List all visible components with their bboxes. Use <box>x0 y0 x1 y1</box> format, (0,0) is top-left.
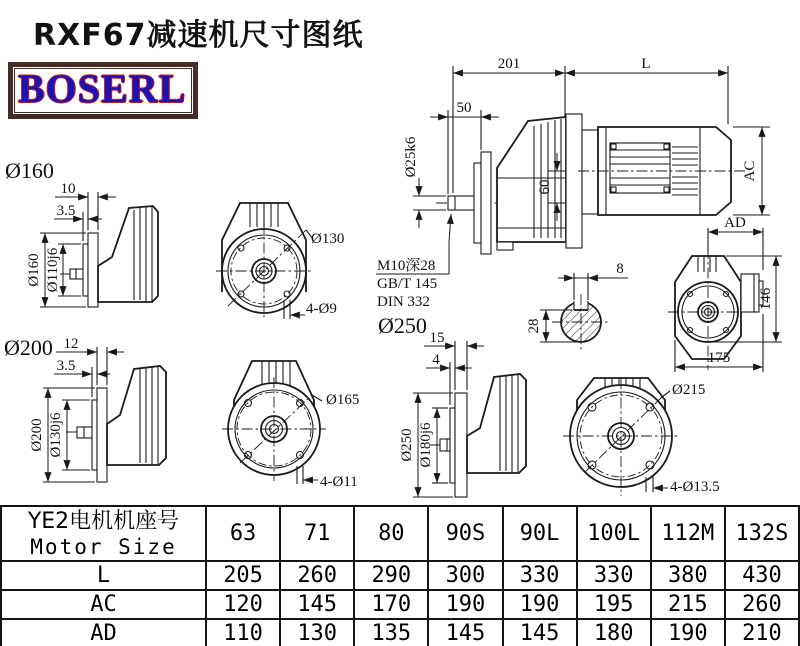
value-AC-80: 170 <box>354 590 428 619</box>
column-header-90l: 90L <box>503 506 577 561</box>
tap-note: M10深28 <box>377 258 436 274</box>
flange200-spigot-dia-label: Ø130j6 <box>48 412 64 458</box>
motor-size-header-cn: YE2电机机座号 <box>27 508 180 534</box>
value-AC-71: 145 <box>280 590 354 619</box>
flange200-section-label: Ø200 <box>4 335 53 360</box>
dim-shaft-label: Ø25k6 <box>403 136 419 178</box>
flange165-front-view <box>222 361 359 490</box>
flange200-dim-12-label: 12 <box>63 336 79 352</box>
value-AD-90s: 145 <box>428 619 502 646</box>
shaft-tap-notes <box>376 214 451 310</box>
flange160-dim-3-5-label: 3.5 <box>56 203 76 219</box>
dim-60-label: 60 <box>537 179 553 195</box>
column-header-90s: 90S <box>428 506 502 561</box>
flange165-holes-label: 4-Ø11 <box>320 474 358 490</box>
value-AC-112m: 215 <box>651 590 725 619</box>
row-label-L: L <box>1 561 206 590</box>
flange200-side-view <box>4 335 166 482</box>
column-header-112m: 112M <box>651 506 725 561</box>
page-title: RXF67减速机尺寸图纸 <box>33 18 364 53</box>
value-AD-80: 135 <box>354 619 428 646</box>
value-L-132s: 430 <box>725 561 799 590</box>
value-AC-90l: 190 <box>503 590 577 619</box>
flange130-front-view <box>216 203 344 319</box>
value-L-80: 290 <box>354 561 428 590</box>
table-row-AC <box>1 590 799 619</box>
flange165-bolt-circle-label: Ø165 <box>326 392 360 408</box>
column-header-100l: 100L <box>577 506 651 561</box>
dim-AD-label: AD <box>724 215 746 231</box>
flange160-spigot-dia-label: Ø110j6 <box>45 247 61 293</box>
table-header-motor-size <box>1 506 206 561</box>
row-label-AC: AC <box>1 590 206 619</box>
value-AC-132s: 260 <box>725 590 799 619</box>
value-AD-90l: 145 <box>503 619 577 646</box>
dim-50-label: 50 <box>456 100 472 116</box>
logo-text: BOSERL <box>18 66 187 111</box>
value-L-112m: 380 <box>651 561 725 590</box>
table-row-L <box>1 561 799 590</box>
key-height-label: 28 <box>526 318 542 334</box>
dim-146-label: 146 <box>758 287 774 311</box>
column-header-71: 71 <box>280 506 354 561</box>
standard-note-1: GB/T 145 <box>377 276 438 292</box>
motor-dimension-table <box>0 505 800 646</box>
value-L-63: 205 <box>206 561 280 590</box>
value-AC-90s: 190 <box>428 590 502 619</box>
standard-note-2: DIN 332 <box>377 294 430 310</box>
value-AC-100l: 195 <box>577 590 651 619</box>
value-AD-71: 130 <box>280 619 354 646</box>
table-row-AD <box>1 619 799 646</box>
flange200-dim-3-5-label: 3.5 <box>56 358 76 374</box>
table-header-row <box>1 506 799 561</box>
flange160-dim-10-label: 10 <box>60 181 76 197</box>
output-front-view <box>668 215 782 372</box>
value-L-100l: 330 <box>577 561 651 590</box>
value-L-71: 260 <box>280 561 354 590</box>
flange130-bolt-circle-label: Ø130 <box>311 231 345 247</box>
dim-175-label: 175 <box>707 350 731 366</box>
value-L-90l: 330 <box>503 561 577 590</box>
flange250-section-label: Ø250 <box>378 313 427 338</box>
column-header-63: 63 <box>206 506 280 561</box>
key-width-label: 8 <box>616 261 624 277</box>
flange250-dim-15-label: 15 <box>429 330 445 346</box>
flange200-outer-dia-label: Ø200 <box>29 418 45 452</box>
flange160-section-label: Ø160 <box>5 158 54 183</box>
flange130-holes-label: 4-Ø9 <box>306 301 337 317</box>
flange160-outer-dia-label: Ø160 <box>26 253 42 287</box>
dim-201-label: 201 <box>497 56 521 72</box>
boserl-logo <box>8 62 198 119</box>
value-AD-132s: 210 <box>725 619 799 646</box>
value-AD-63: 110 <box>206 619 280 646</box>
column-header-132s: 132S <box>725 506 799 561</box>
flange250-side-view <box>378 313 526 497</box>
key-cross-section-view <box>526 261 628 350</box>
flange250-spigot-dia-label: Ø180j6 <box>418 422 434 468</box>
flange215-bolt-circle-label: Ø215 <box>672 382 706 398</box>
assembly-side-view <box>403 56 770 254</box>
row-label-AD: AD <box>1 619 206 646</box>
flange250-outer-dia-label: Ø250 <box>399 428 415 462</box>
flange160-side-view <box>5 158 158 307</box>
value-AD-112m: 190 <box>651 619 725 646</box>
motor-size-header-en: Motor Size <box>30 534 177 559</box>
dim-L-label: L <box>641 56 651 72</box>
value-AC-63: 120 <box>206 590 280 619</box>
value-L-90s: 300 <box>428 561 502 590</box>
flange215-front-view <box>563 378 720 496</box>
value-AD-100l: 180 <box>577 619 651 646</box>
flange250-dim-4-label: 4 <box>432 352 440 368</box>
flange215-holes-label: 4-Ø13.5 <box>670 479 720 495</box>
column-header-80: 80 <box>354 506 428 561</box>
dim-AC-label: AC <box>742 160 758 182</box>
